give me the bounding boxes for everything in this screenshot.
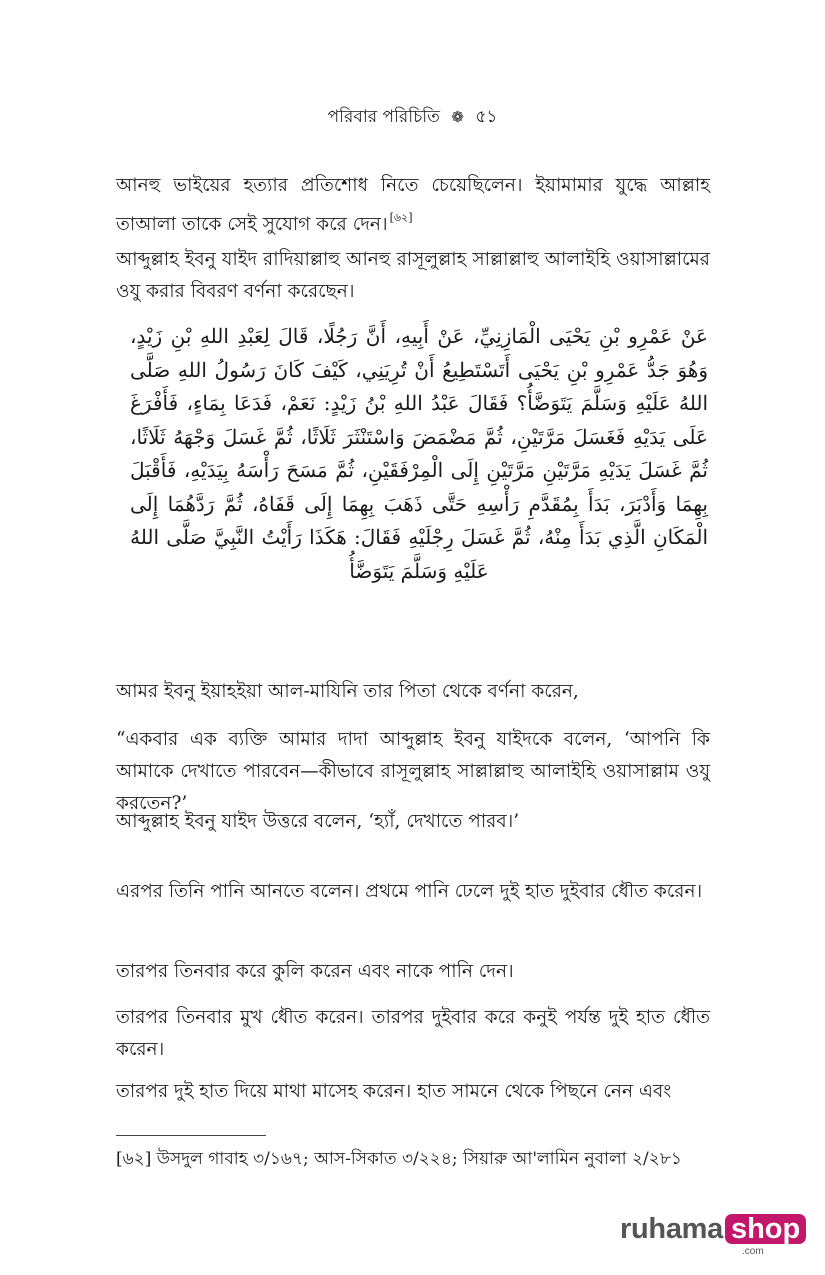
footnote-ref[interactable]: [৬২] bbox=[389, 211, 413, 224]
footnote-divider bbox=[116, 1135, 266, 1136]
footnote: [৬২] উসদুল গাবাহ ৩/১৬৭; আস-সিকাত ৩/২২৪; সিয়ারু আ'লামিন নুবালা ২/২৮১ bbox=[116, 1149, 682, 1169]
paragraph-3: আমর ইবনু ইয়াহইয়া আল-মাযিনি তার পিতা থেকে বর্ণনা করেন, bbox=[116, 681, 579, 702]
paragraph-5: আব্দুল্লাহ ইবনু যাইদ উত্তরে বলেন, ‘হ্যাঁ, দেখাতে পারব।’ bbox=[116, 811, 520, 832]
page-number: ৫১ bbox=[475, 107, 498, 127]
paragraph-6: এরপর তিনি পানি আনতে বলেন। প্রথমে পানি ঢেলে দুই হাত দুইবার ধৌত করেন। bbox=[116, 881, 703, 902]
logo-domain: .com bbox=[742, 1246, 764, 1257]
page-header bbox=[0, 104, 825, 132]
ornament-icon: ❁ bbox=[451, 108, 464, 126]
paragraph-2: আব্দুল্লাহ ইবনু যাইদ রাদিয়াল্লাহু আনহু রাসূলুল্লাহ সাল্লাল্লাহু আলাইহি ওয়াসাল্লামের ওযু করার বিবরণ বর্ণনা করেছেন। bbox=[116, 249, 710, 302]
publisher-logo bbox=[620, 1212, 806, 1246]
paragraph-7: তারপর তিনবার করে কুলি করেন এবং নাকে পানি দেন। bbox=[116, 961, 514, 982]
hadith-arabic-block: عَنْ عَمْرِو بْنِ يَحْيَى الْمَازِنِيِّ، عَنْ أَبِيهِ، أَنَّ رَجُلًا، قَالَ لِعَبْدِ اللهِ بْنِ زَيْدٍ، وَهُوَ جَدُّ عَمْرِو بْنِ يَحْيَى أَتَسْتَطِيعُ أَنْ تُرِيَنِي، كَيْفَ كَانَ رَسُولُ اللهِ صَلَّى اللهُ عَلَيْهِ وَسَلَّمَ يَتَوَضَّأُ؟ فَقَالَ عَبْدُ اللهِ بْنُ زَيْدٍ: نَعَمْ، فَدَعَا بِمَاءٍ، فَأَفْرَغَ عَلَى يَدَيْهِ فَغَسَلَ مَرَّتَيْنِ، ثُمَّ مَضْمَضَ وَاسْتَنْثَرَ ثَلَاثًا، ثُمَّ غَسَلَ وَجْهَهُ ثَلَاثًا، ثُمَّ غَسَلَ يَدَيْهِ مَرَّتَيْنِ مَرَّتَيْنِ إِلَى الْمِرْفَقَيْنِ، ثُمَّ مَسَحَ رَأْسَهُ بِيَدَيْهِ، فَأَقْبَلَ بِهِمَا وَأَدْبَرَ، بَدَأَ بِمُقَدَّمِ رَأْسِهِ حَتَّى ذَهَبَ بِهِمَا إِلَى قَفَاهُ، ثُمَّ رَدَّهُمَا إِلَى الْمَكَانِ الَّذِي بَدَأَ مِنْهُ، ثُمَّ غَسَلَ رِجْلَيْهِ فَقَالَ: هَكَذَا رَأَيْتُ النَّبِيَّ صَلَّى اللهُ عَلَيْهِ وَسَلَّمَ يَتَوَضَّأُ bbox=[130, 324, 708, 583]
paragraph-1-text: আনহু ভাইয়ের হত্যার প্রতিশোধ নিতে চেয়েছিলেন। ইয়ামামার যুদ্ধে আল্লাহ তাআলা তাকে সেই সুযোগ করে দেন। bbox=[116, 175, 710, 235]
logo-word-shop: shop bbox=[725, 1214, 806, 1244]
paragraph-1 bbox=[116, 170, 710, 241]
paragraph-4: “একবার এক ব্যক্তি আমার দাদা আব্দুল্লাহ ইবনু যাইদকে বলেন, ‘আপনি কি আমাকে দেখাতে পারবেন—কীভাবে রাসূলুল্লাহ সাল্লাল্লাহু আলাইহি ওয়াসাল্লাম ওযু করতেন?’ bbox=[116, 729, 710, 814]
running-title: পরিবার পরিচিতি bbox=[327, 107, 440, 127]
paragraph-9: তারপর দুই হাত দিয়ে মাথা মাসেহ করেন। হাত সামনে থেকে পিছনে নেন এবং bbox=[116, 1081, 672, 1102]
paragraph-8: তারপর তিনবার মুখ ধৌত করেন। তারপর দুইবার করে কনুই পর্যন্ত দুই হাত ধৌত করেন। bbox=[116, 1007, 710, 1060]
logo-word-ruhama: ruhama bbox=[620, 1213, 723, 1245]
